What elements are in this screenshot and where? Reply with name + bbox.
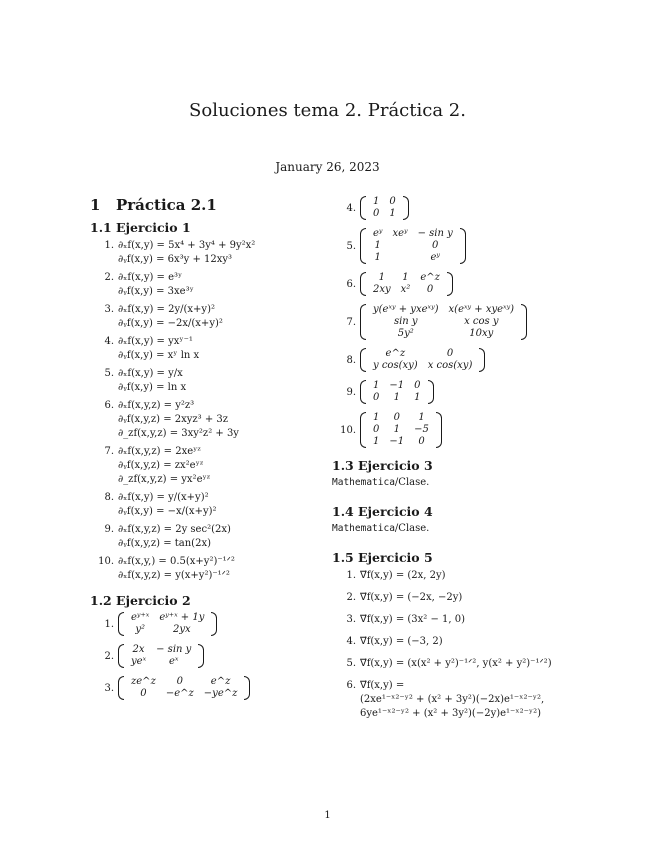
matrix-cell: eˣ <box>168 656 179 667</box>
matrix-cell: 1 <box>373 436 380 447</box>
matrix-cell: ze^z <box>131 676 156 687</box>
matrix-cell: 1 <box>373 412 380 423</box>
formula-line: ∂ₓf(x,y) = y/x <box>118 368 183 379</box>
matrix-cell: xeʸ <box>392 228 408 239</box>
matrix-row <box>126 644 196 656</box>
item-number: 1. <box>104 240 114 251</box>
matrix-table <box>368 304 519 340</box>
ej4-text <box>332 523 632 534</box>
formula-line: ∇⃗f(x,y) = (3x² − 1, 0) <box>360 614 466 625</box>
formula-line: (2xe¹⁻ˣ²⁻ʸ² + (x² + 3y²)(−2x)e¹⁻ˣ²⁻ʸ², <box>360 694 545 705</box>
matrix-cell: −ye^z <box>203 688 238 699</box>
item-number: 10. <box>340 424 356 436</box>
matrix-cell: yeˣ <box>131 656 147 667</box>
matrix-cell: 1 <box>373 380 380 391</box>
matrix-cell: 0 <box>418 436 425 447</box>
item-lines <box>118 335 199 363</box>
item-number: 5. <box>346 240 356 252</box>
formula-line: ∂ᵧf(x,y,z) = zx²eʸᶻ <box>118 460 204 471</box>
matrix-item <box>332 412 632 448</box>
formula-line: ∂ᵧf(x,y) = 6x³y + 12xy³ <box>118 254 233 265</box>
item-lines <box>360 635 443 649</box>
formula-line: ∂ₓf(x,y,z) = y(x+y²)⁻¹ᐟ² <box>118 570 230 581</box>
item-number: 2. <box>104 272 114 283</box>
subsection-heading-ej5 <box>332 550 632 565</box>
matrix-cell: 0 <box>373 424 380 435</box>
subsection-number: 1.3 <box>332 458 354 473</box>
matrix-cell: x² <box>400 284 411 295</box>
subsection-title: Ejercicio 1 <box>116 220 191 235</box>
subsection-heading-ej4 <box>332 504 632 519</box>
matrix-row <box>368 304 519 316</box>
matrix <box>118 612 217 636</box>
matrix-table <box>368 196 401 220</box>
left-paren <box>360 272 366 296</box>
formula-line: ∂ᵧf(x,y) = 3xe³ʸ <box>118 286 194 297</box>
matrix-row <box>368 328 519 340</box>
matrix-cell: − sin y <box>417 228 453 239</box>
matrix-table <box>368 228 458 264</box>
formula-line: ∂ₓf(x,y) = yxʸ⁻¹ <box>118 336 193 347</box>
matrix-row <box>368 228 458 240</box>
item-lines <box>118 399 239 441</box>
subsection-number: 1.2 <box>90 593 112 608</box>
formula-line: ∇⃗f(x,y) = (2x, 2y) <box>360 570 446 581</box>
matrix-cell: 10xy <box>469 328 494 339</box>
formula-line: ∂ᵧf(x,y,z) = tan(2x) <box>118 538 211 549</box>
matrix <box>360 380 434 404</box>
matrix-row <box>368 380 426 392</box>
matrix-row <box>126 624 209 636</box>
matrix-cell: −1 <box>389 380 405 391</box>
right-paren <box>403 196 409 220</box>
matrix-cell: 0 <box>176 676 183 687</box>
matrix-table <box>368 348 477 372</box>
matrix-cell: 0 <box>432 240 439 251</box>
list-item <box>90 491 330 519</box>
formula-line: ∂ᵧf(x,y) = ln x <box>118 382 187 393</box>
matrix-row <box>368 348 477 360</box>
right-paren <box>460 228 466 264</box>
matrix-cell: 1 <box>393 392 400 403</box>
matrix <box>360 348 485 372</box>
item-number: 4. <box>346 636 356 647</box>
section-number: 1 <box>90 196 101 214</box>
formula-line: ∂ₓf(x,y) = y/(x+y)² <box>118 492 209 503</box>
ej4-rest: /Clase. <box>394 523 430 534</box>
matrix-cell: 0 <box>414 380 421 391</box>
ej5-list <box>332 569 632 721</box>
item-number: 5. <box>104 368 114 379</box>
left-paren <box>360 228 366 264</box>
matrix-item <box>332 348 632 372</box>
item-number: 9. <box>346 386 356 398</box>
matrix-cell: −e^z <box>165 688 194 699</box>
matrix-item <box>332 228 632 264</box>
matrix-cell: x cos(xy) <box>427 360 473 371</box>
matrix-table <box>126 612 209 636</box>
formula-line: ∂ₓf(x,y,z) = 2xeʸᶻ <box>118 446 201 457</box>
formula-line: ∂ᵧf(x,y) = xʸ ln x <box>118 350 200 361</box>
document-date: January 26, 2023 <box>275 160 380 174</box>
right-paren <box>211 612 217 636</box>
matrix-row <box>368 284 445 296</box>
matrix-cell: eʸ⁺ˣ + 1y <box>159 612 205 623</box>
item-lines <box>118 239 255 267</box>
matrix-cell: 2xy <box>373 284 391 295</box>
ej2-list-left <box>90 612 330 700</box>
matrix-cell: 1 <box>402 272 409 283</box>
matrix-row <box>368 392 426 404</box>
subsection-heading-ej2 <box>90 593 330 608</box>
list-item <box>90 303 330 331</box>
right-paren <box>198 644 204 668</box>
list-item <box>332 679 632 721</box>
matrix-cell <box>387 252 412 264</box>
ej2-list-right <box>332 196 632 448</box>
matrix-row <box>126 612 209 624</box>
matrix <box>360 196 409 220</box>
matrix-row <box>368 436 434 448</box>
matrix-item <box>90 612 330 636</box>
item-number: 4. <box>346 202 356 214</box>
document-title: Soluciones tema 2. Práctica 2. <box>189 100 466 121</box>
right-column <box>332 196 632 729</box>
item-lines <box>118 271 194 299</box>
matrix-cell: − sin y <box>156 644 192 655</box>
formula-line: ∇⃗f(x,y) = (−3, 2) <box>360 636 443 647</box>
matrix-row <box>126 688 242 700</box>
item-number: 8. <box>104 492 114 503</box>
subsection-number: 1.5 <box>332 550 354 565</box>
ej1-list <box>90 239 330 583</box>
matrix-cell: 0 <box>373 208 380 219</box>
matrix-item <box>332 272 632 296</box>
list-item <box>90 271 330 299</box>
list-item <box>332 613 632 627</box>
matrix-row <box>368 240 458 252</box>
matrix-cell: e^z <box>210 676 231 687</box>
matrix-row <box>368 412 434 424</box>
item-number: 3. <box>346 614 356 625</box>
item-number: 1. <box>104 618 114 630</box>
list-item <box>332 635 632 649</box>
matrix-cell: 1 <box>389 208 396 219</box>
right-paren <box>447 272 453 296</box>
matrix-row <box>368 424 434 436</box>
left-column <box>90 196 330 708</box>
matrix-cell: 1 <box>374 240 381 251</box>
matrix <box>118 644 204 668</box>
matrix-cell: 0 <box>140 688 147 699</box>
matrix-cell: sin y <box>393 316 418 327</box>
matrix-row <box>126 656 196 668</box>
formula-line: ∂ₓf(x,y,) = 0.5(x+y²)⁻¹ᐟ² <box>118 556 235 567</box>
item-number: 3. <box>104 304 114 315</box>
list-item <box>90 523 330 551</box>
matrix-cell: 0 <box>393 412 400 423</box>
formula-line: ∂ₓf(x,y,z) = y²z³ <box>118 400 195 411</box>
matrix-cell: 0 <box>426 284 434 295</box>
matrix-row <box>368 252 458 264</box>
formula-line: ∂ᵧf(x,y,z) = 2xyz³ + 3z <box>118 414 229 425</box>
matrix-cell: 0 <box>389 196 396 207</box>
matrix-cell: 1 <box>418 412 425 423</box>
page-number: 1 <box>324 810 331 821</box>
item-lines <box>360 591 462 605</box>
item-number: 7. <box>104 446 114 457</box>
subsection-title: Ejercicio 5 <box>358 550 433 565</box>
formula-line: ∂ᵧf(x,y) = −2x/(x+y)² <box>118 318 223 329</box>
list-item <box>332 569 632 583</box>
item-number: 9. <box>104 524 114 535</box>
item-lines <box>118 445 210 487</box>
subsection-number: 1.4 <box>332 504 354 519</box>
formula-line: ∂ₓf(x,y,z) = 2y sec²(2x) <box>118 524 231 535</box>
item-number: 6. <box>104 400 114 411</box>
left-paren <box>360 380 366 404</box>
left-paren <box>360 304 366 340</box>
matrix-cell: 2x <box>132 644 145 655</box>
matrix-table <box>368 272 445 296</box>
ej3-rest: /Clase. <box>394 477 430 488</box>
matrix-cell: 5y² <box>397 328 414 339</box>
matrix <box>360 412 442 448</box>
matrix-table <box>368 412 434 448</box>
matrix-cell: 0 <box>446 348 454 359</box>
formula-line: ∂_zf(x,y,z) = 3xy²z² + 3y <box>118 428 239 439</box>
matrix-cell: y² <box>135 624 145 635</box>
matrix-item <box>332 196 632 220</box>
list-item <box>90 399 330 441</box>
item-lines <box>118 303 223 331</box>
matrix-cell: e^z <box>420 272 440 283</box>
matrix-cell: e^z <box>385 348 406 359</box>
matrix <box>360 228 466 264</box>
left-paren <box>360 412 366 448</box>
right-paren <box>436 412 442 448</box>
matrix-cell: x cos y <box>464 316 499 327</box>
item-lines <box>118 523 231 551</box>
matrix-row <box>368 208 401 220</box>
matrix-item <box>332 304 632 340</box>
matrix <box>360 304 527 340</box>
item-number: 8. <box>346 354 356 366</box>
item-number: 1. <box>346 570 356 581</box>
formula-line: ∂ₓf(x,y) = 5x⁴ + 3y⁴ + 9y²x² <box>118 240 256 251</box>
subsection-title: Ejercicio 2 <box>116 593 191 608</box>
formula-line: ∇⃗f(x,y) = (−2x, −2y) <box>360 592 463 603</box>
item-lines <box>360 679 544 721</box>
subsection-number: 1.1 <box>90 220 112 235</box>
matrix-cell: x(eˣʸ + xyeˣʸ) <box>448 304 515 315</box>
formula-line: ∇⃗f(x,y) = <box>360 680 405 691</box>
matrix-cell: eʸ⁺ˣ <box>131 612 150 623</box>
section-title: Práctica 2.1 <box>116 196 217 214</box>
item-number: 6. <box>346 278 356 290</box>
left-paren <box>118 644 124 668</box>
matrix <box>118 676 250 700</box>
left-paren <box>360 196 366 220</box>
section-heading <box>90 196 330 214</box>
list-item <box>332 591 632 605</box>
right-paren <box>479 348 485 372</box>
formula-line: ∂_zf(x,y,z) = yx²eʸᶻ <box>118 474 211 485</box>
matrix-cell <box>387 240 412 252</box>
matrix-table <box>126 644 196 668</box>
left-paren <box>360 348 366 372</box>
matrix-row <box>368 196 401 208</box>
left-paren <box>118 612 124 636</box>
item-lines <box>360 569 446 583</box>
item-lines <box>118 491 217 519</box>
matrix-cell: −1 <box>389 436 405 447</box>
mathematica-label: Mathematica <box>332 523 395 534</box>
right-paren <box>428 380 434 404</box>
item-number: 2. <box>346 592 356 603</box>
matrix-cell: eʸ <box>373 228 383 239</box>
formula-line: ∂ₓf(x,y) = 2y/(x+y)² <box>118 304 215 315</box>
matrix-item <box>90 676 330 700</box>
item-number: 4. <box>104 336 114 347</box>
subsection-title: Ejercicio 3 <box>358 458 433 473</box>
matrix-cell: 2yx <box>173 624 191 635</box>
matrix-cell: 1 <box>393 424 400 435</box>
item-number: 7. <box>346 316 356 328</box>
formula-line: 6ye¹⁻ˣ²⁻ʸ² + (x² + 3y²)(−2y)e¹⁻ˣ²⁻ʸ²) <box>360 708 541 719</box>
matrix-cell: 1 <box>373 196 380 207</box>
item-lines <box>118 555 235 583</box>
matrix-cell: 1 <box>374 252 381 263</box>
item-number: 10. <box>98 556 114 567</box>
matrix-item <box>332 380 632 404</box>
formula-line: ∇⃗f(x,y) = (x(x² + y²)⁻¹ᐟ², y(x² + y²)⁻¹ᐟ²) <box>360 658 552 669</box>
matrix-cell: 1 <box>378 272 386 283</box>
matrix-row <box>368 272 445 284</box>
subsection-title: Ejercicio 4 <box>358 504 433 519</box>
matrix-table <box>126 676 242 700</box>
formula-line: ∂ᵧf(x,y) = −x/(x+y)² <box>118 506 217 517</box>
item-lines <box>118 367 186 395</box>
item-number: 6. <box>346 680 356 691</box>
item-number: 2. <box>104 650 114 662</box>
item-lines <box>360 613 465 627</box>
subsection-heading-ej1 <box>90 220 330 235</box>
list-item <box>90 335 330 363</box>
matrix-cell: 0 <box>373 392 380 403</box>
matrix-row <box>126 676 242 688</box>
list-item <box>90 445 330 487</box>
matrix-row <box>368 360 477 372</box>
ej3-text <box>332 477 632 488</box>
matrix-table <box>368 380 426 404</box>
item-number: 3. <box>104 682 114 694</box>
item-lines <box>360 657 552 671</box>
list-item <box>90 239 330 267</box>
matrix-cell: −5 <box>414 424 429 435</box>
list-item <box>332 657 632 671</box>
subsection-heading-ej3 <box>332 458 632 473</box>
right-paren <box>521 304 527 340</box>
list-item <box>90 367 330 395</box>
list-item <box>90 555 330 583</box>
matrix-item <box>90 644 330 668</box>
formula-line: ∂ₓf(x,y) = e³ʸ <box>118 272 183 283</box>
right-paren <box>244 676 250 700</box>
matrix-cell: y(eˣʸ + yxeˣʸ) <box>373 304 439 315</box>
matrix-cell: y cos(xy) <box>373 360 418 371</box>
matrix-row <box>368 316 519 328</box>
item-number: 5. <box>346 658 356 669</box>
mathematica-label: Mathematica <box>332 477 395 488</box>
matrix-cell: 1 <box>414 392 421 403</box>
matrix <box>360 272 453 296</box>
left-paren <box>118 676 124 700</box>
matrix-cell: eʸ <box>430 252 440 263</box>
